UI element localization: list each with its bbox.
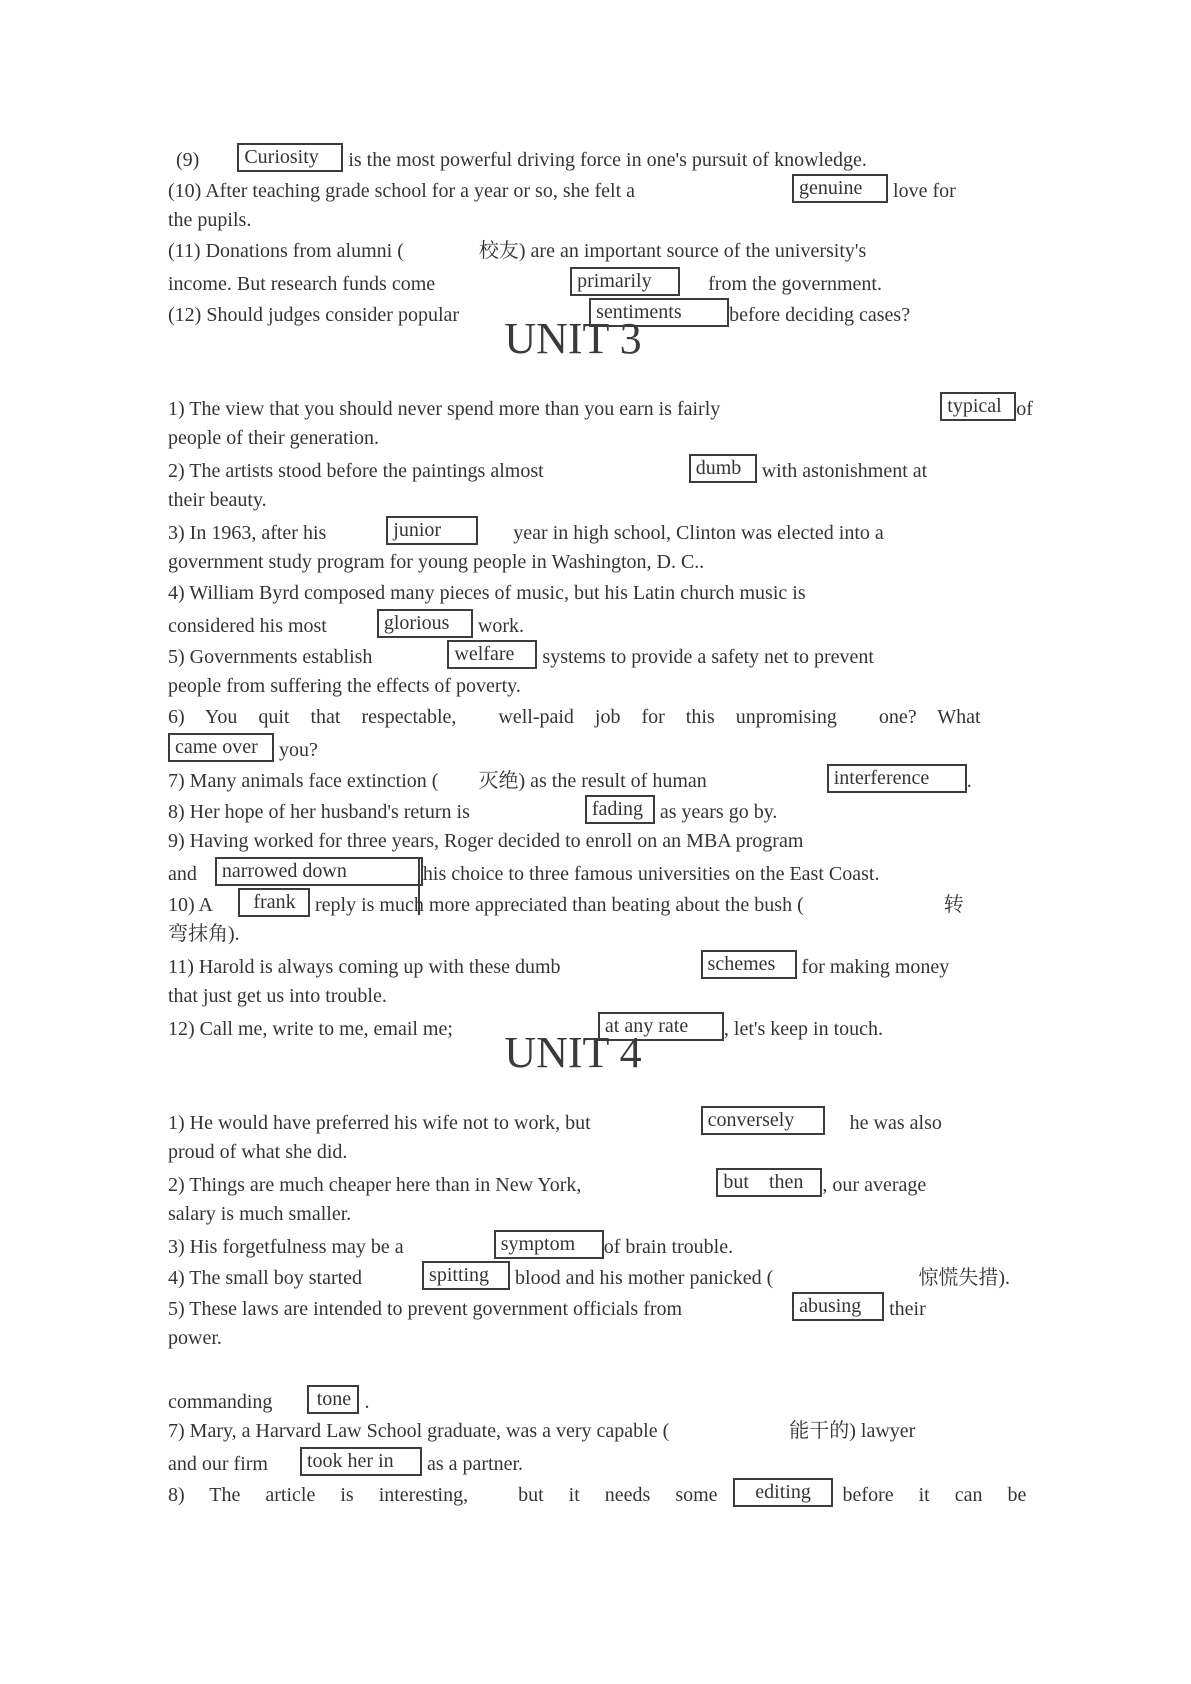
answer-box[interactable]: symptom: [494, 1230, 604, 1259]
text-line: [168, 1230, 1068, 1261]
text-run: 校友) are an important source of the university's: [478, 240, 867, 262]
gap-spacer: [453, 1034, 598, 1035]
gap-spacer: [404, 1252, 494, 1253]
answer-box[interactable]: dumb: [689, 454, 757, 483]
text-run: people from suffering the effects of poverty.: [168, 675, 521, 697]
gap-spacer: [372, 662, 447, 663]
text-run: power.: [168, 1327, 222, 1349]
answer-box[interactable]: genuine: [792, 174, 888, 203]
text-line: [168, 795, 1068, 826]
text-run: 能干的) lawyer: [789, 1420, 916, 1442]
answer-box[interactable]: schemes: [701, 950, 797, 979]
text-run: people of their generation.: [168, 427, 380, 449]
text-run: .: [966, 770, 972, 792]
text-line: [168, 236, 1068, 267]
text-run: 灭绝) as the result of human: [478, 770, 707, 792]
gap-spacer: [168, 165, 176, 166]
gap-spacer: [326, 538, 386, 539]
answer-box[interactable]: at any rate: [598, 1012, 724, 1041]
text-line: [168, 609, 1068, 640]
answer-box[interactable]: frank: [238, 888, 310, 917]
text-run: 3) In 1963, after his: [168, 522, 327, 544]
text-run: 弯抹角).: [168, 923, 240, 945]
answer-box[interactable]: fading: [585, 795, 655, 824]
text-run: the pupils.: [168, 209, 252, 231]
text-run: reply is much more appreciated than beating about the bush (: [310, 894, 804, 916]
text-run: blood and his mother panicked (: [510, 1267, 774, 1289]
text-run: their beauty.: [168, 489, 267, 511]
text-run: income. But research funds come: [168, 273, 436, 295]
text-line: [168, 454, 1068, 485]
text-line: [168, 174, 1068, 205]
text-line: [168, 1292, 1068, 1323]
text-run: salary is much smaller.: [168, 1203, 352, 1225]
text-line: [168, 1168, 1068, 1199]
gap-spacer: [459, 320, 589, 321]
gap-spacer: [197, 879, 215, 880]
text-run: as a partner.: [421, 1453, 524, 1475]
text-run: work.: [472, 615, 524, 637]
text-run: and our firm: [168, 1453, 268, 1475]
text-line: [168, 485, 1068, 516]
text-line: [168, 267, 1068, 298]
text-run: , let's keep in touch.: [723, 1018, 884, 1040]
gap-spacer: [635, 196, 792, 197]
text-line: [168, 205, 1068, 236]
text-line: [168, 1261, 1068, 1292]
text-line: [168, 1199, 1068, 1230]
text-run: 4) William Byrd composed many pieces of music, but his Latin church music is: [168, 582, 806, 604]
text-run: 4) The small boy started: [168, 1267, 363, 1289]
gap-spacer: [825, 1128, 850, 1129]
gap-spacer: [272, 1407, 307, 1408]
text-run: (9): [176, 149, 200, 171]
text-line: [168, 1323, 1068, 1354]
text-run: proud of what she did.: [168, 1141, 348, 1163]
document-content: [168, 143, 1068, 1509]
answer-box[interactable]: abusing: [792, 1292, 884, 1321]
answer-box[interactable]: typical: [940, 392, 1016, 421]
text-line: [168, 516, 1068, 547]
text-line: [168, 1385, 1068, 1416]
gap-spacer: [720, 414, 940, 415]
text-line: [168, 826, 1068, 857]
text-run: 惊慌失措).: [918, 1267, 1010, 1289]
answer-box[interactable]: conversely: [701, 1106, 825, 1135]
gap-spacer: [707, 786, 827, 787]
text-run: with astonishment at: [756, 460, 928, 482]
text-run: government study program for young people in Washington, D. C..: [168, 551, 705, 573]
text-run: (11) Donations from alumni (: [168, 240, 404, 262]
text-run: 10) A: [168, 894, 213, 916]
gap-spacer: [581, 1190, 716, 1191]
text-run: considered his most: [168, 615, 327, 637]
text-run: love for: [888, 180, 956, 202]
answer-box[interactable]: came over: [168, 733, 274, 762]
answer-box[interactable]: interference: [827, 764, 967, 793]
text-run: 8) The article is interesting, but it needs some: [168, 1484, 718, 1506]
answer-box[interactable]: primarily: [570, 267, 680, 296]
text-run: 11) Harold is always coming up with these dumb: [168, 956, 561, 978]
answer-box[interactable]: Curiosity: [237, 143, 343, 172]
text-line: [168, 547, 1068, 578]
gap-spacer: [682, 1314, 792, 1315]
text-run: his choice to three famous universities on the East Coast.: [422, 863, 880, 885]
gap-spacer: [438, 786, 478, 787]
gap-spacer: [268, 1469, 300, 1470]
answer-box[interactable]: editing: [733, 1478, 833, 1507]
text-run: .: [359, 1391, 370, 1413]
gap-spacer: [199, 165, 237, 166]
text-run: 7) Many animals face extinction (: [168, 770, 439, 792]
gap-spacer: [591, 1128, 701, 1129]
gap-spacer: [362, 1283, 422, 1284]
text-run: 5) Governments establish: [168, 646, 373, 668]
text-run: 1) The view that you should never spend more than you earn is fairly: [168, 398, 721, 420]
text-line: [168, 423, 1068, 454]
text-run: and: [168, 863, 197, 885]
text-run: , our average: [822, 1174, 927, 1196]
gap-spacer: [680, 289, 708, 290]
unit-heading: UNIT 4: [504, 1028, 642, 1077]
text-run: 6) You quit that respectable, well-paid job for this unpromising one? What: [168, 706, 981, 728]
text-line: [168, 981, 1068, 1012]
answer-box[interactable]: welfare: [447, 640, 537, 669]
text-run: 8) Her hope of her husband's return is: [168, 801, 470, 823]
gap-spacer: [669, 1436, 789, 1437]
gap-spacer: [327, 631, 377, 632]
text-run: as years go by.: [654, 801, 778, 823]
gap-spacer: [561, 972, 701, 973]
unit-heading: UNIT 3: [504, 314, 642, 363]
answer-box[interactable]: spitting: [422, 1261, 510, 1290]
answer-box[interactable]: junior: [386, 516, 478, 545]
text-line: [168, 640, 1068, 671]
text-run: year in high school, Clinton was elected into a: [513, 522, 884, 544]
text-line: [168, 857, 1068, 888]
text-run: 7) Mary, a Harvard Law School graduate, was a very capable (: [168, 1420, 670, 1442]
text-line: [168, 671, 1068, 702]
text-line: [168, 1416, 1068, 1447]
text-line: [168, 919, 1068, 950]
text-line: [168, 1012, 1068, 1043]
text-run: before it can be: [842, 1484, 1027, 1506]
text-run: 3) His forgetfulness may be a: [168, 1236, 404, 1258]
gap-spacer: [478, 538, 513, 539]
text-line: [168, 392, 1068, 423]
text-line: [168, 298, 1068, 329]
answer-box[interactable]: tone: [307, 1385, 359, 1414]
gap-spacer: [833, 1500, 843, 1501]
text-run: 5) These laws are intended to prevent government officials from: [168, 1298, 683, 1320]
text-run: 2) The artists stood before the paintings almost: [168, 460, 544, 482]
gap-spacer: [213, 910, 238, 911]
text-run: systems to provide a safety net to prevent: [537, 646, 874, 668]
text-line: [168, 1137, 1068, 1168]
text-run: of: [1016, 398, 1033, 420]
gap-spacer: [804, 910, 944, 911]
answer-box[interactable]: glorious: [377, 609, 473, 638]
text-line: [168, 764, 1068, 795]
text-run: before deciding cases?: [729, 304, 911, 326]
text-run: 转: [943, 894, 964, 916]
gap-spacer: [470, 817, 585, 818]
text-run: 1) He would have preferred his wife not to work, but: [168, 1112, 591, 1134]
text-run: from the government.: [708, 273, 882, 295]
text-line: [168, 1478, 1068, 1509]
text-line: [168, 1354, 1068, 1385]
text-line: [168, 733, 1068, 764]
text-line: [168, 702, 1068, 733]
text-run: he was also: [849, 1112, 942, 1134]
gap-spacer: [435, 289, 570, 290]
gap-spacer: [718, 1500, 733, 1501]
gap-spacer: [773, 1283, 918, 1284]
text-run: of brain trouble.: [603, 1236, 734, 1258]
text-run: 12) Call me, write to me, email me;: [168, 1018, 453, 1040]
text-run: for making money: [796, 956, 950, 978]
text-run: that just get us into trouble.: [168, 985, 387, 1007]
answer-box[interactable]: narrowed down: [215, 857, 423, 886]
text-run: is the most powerful driving force in one's pursuit of knowledge.: [343, 149, 867, 171]
text-line: [168, 950, 1068, 981]
text-line: [168, 888, 1068, 919]
text-run: (10) After teaching grade school for a year or so, she felt a: [168, 180, 636, 202]
text-run: their: [884, 1298, 926, 1320]
text-line: [168, 143, 1068, 174]
answer-box[interactable]: took her in: [300, 1447, 422, 1476]
gap-spacer: [404, 256, 479, 257]
text-line: [168, 578, 1068, 609]
text-run: you?: [274, 739, 318, 761]
answer-box[interactable]: but then: [716, 1168, 822, 1197]
answer-box[interactable]: sentiments: [589, 298, 729, 327]
gap-spacer: [544, 476, 689, 477]
text-run: 9) Having worked for three years, Roger decided to enroll on an MBA program: [168, 830, 804, 852]
text-run: commanding: [168, 1391, 273, 1413]
text-run: (12) Should judges consider popular: [168, 304, 460, 326]
text-run: 2) Things are much cheaper here than in New York,: [168, 1174, 582, 1196]
text-line: [168, 1106, 1068, 1137]
text-line: [168, 1447, 1068, 1478]
